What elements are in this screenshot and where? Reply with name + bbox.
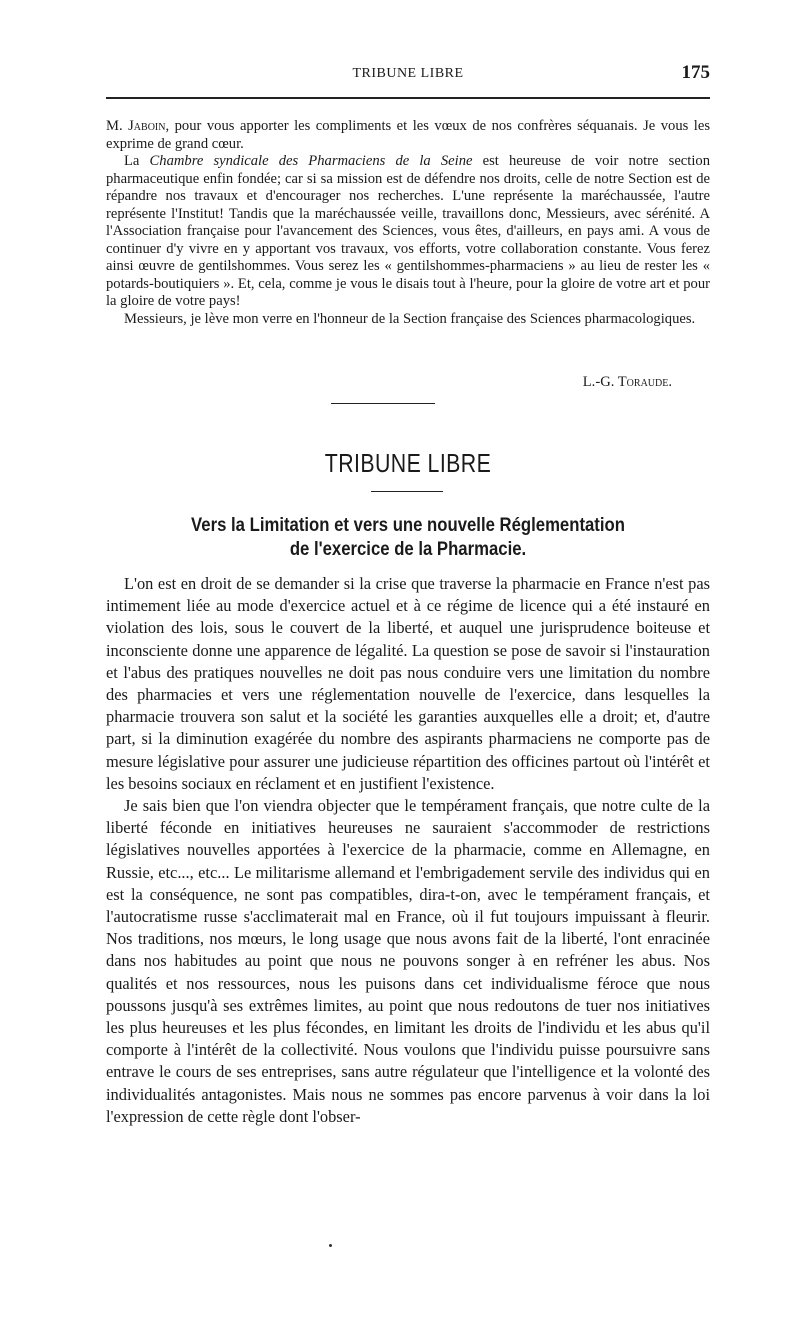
article-body — [106, 573, 710, 1128]
article-title — [142, 514, 674, 562]
previous-paragraph-3: Messieurs, je lève mon verre en l'honneur de la Section française des Sciences pharmacologiques. — [124, 310, 696, 327]
previous-paragraph-1-text: , pour vous apporter les compliments et les vœux de nos confrères séquanais. Je vous les exprime de grand cœur. — [106, 118, 711, 152]
previous-article-end — [106, 118, 710, 328]
article-title-line-2: de l'exercice de la Pharmacie. — [289, 539, 527, 560]
article-paragraph-2: Je sais bien que l'on viendra objecter que le tempérament français, que notre culte de la liberté féconde en initiatives heureuses ne sauraient s'accommoder de restrictions législatives nouvelles apportées à l'exercice de la pharmacie, comme en Allemagne, en Russie, etc..., etc... Le militarisme allemand et l'embrigadement servile des individus qui en est la conséquence, ne sont pas compatibles, dira-t-on, avec le tempérament français, et l'autocratisme russe s'acclimaterait mal en France, où il fut toujours impuissant à fleurir. Nos traditions, nos mœurs, le long usage que nous avons fait de la liberté, l'ont enracinée dans nos habitudes au point que nous ne pouvons songer à en refréner les abus. Nos qualités et nos ressources, nous les puisons dans cet individualisme féroce que nous poussons jusqu'à ses extrêmes limites, au point que nous redoutons de tuer nos initiatives les plus heureuses et les plus fécondes, en limitant les droits de l'individu et les abus qu'il comporte à l'intérêt de la collectivité. Nous voulons que l'individu puisse poursuivre sans entrave le cours de ses entreprises, sans autre régulateur que l'intelligence et la volonté des individualités antagonistes. Mais nous ne sommes pas encore parvenus à voir dans la loi l'expression de cette règle dont l'obser- — [106, 796, 710, 1126]
article-paragraph-1: L'on est en droit de se demander si la crise que traverse la pharmacie en France n'est pas intimement liée au mode d'exercice actuel et à ce régime de licence qui a été instauré en violation des lois, sous le couvert de la liberté, et auquel une jurisprudence boiteuse et inconsciente donne une apparence de légalité. La question se pose de savoir si l'instauration et l'abus des pratiques nouvelles ne doit pas nous conduire vers une limitation du nombre des pharmacies et vers une réglementation nouvelle de l'exercice, dans lesquelles la pharmacie trouvera son salut et la société les garanties auxquelles elle a droit; et, d'autre part, si la diminution exagérée du nombre des aspirants pharmaciens ne comporte pas de mesure législative pour assurer une judicieuse répartition des officines partout où l'intérêt et les besoins sociaux en réclament et en justifient l'existence. — [106, 574, 710, 793]
chambre-syndicale-italic: Chambre syndicale des Pharmaciens de la Seine — [149, 153, 473, 169]
header-rule — [106, 97, 710, 99]
previous-paragraph-2-lead: La — [124, 153, 150, 169]
running-head-title: TRIBUNE LIBRE — [352, 66, 464, 81]
section-title-underline — [371, 491, 443, 492]
separator-rule — [331, 403, 435, 404]
article-title-line-1: Vers la Limitation et vers une nouvelle Réglementation — [191, 515, 625, 536]
speaker-name: M. Jaboin — [106, 118, 166, 134]
previous-paragraph-1 — [106, 118, 710, 153]
footer-dot — [329, 1244, 332, 1247]
previous-paragraph-2-text: est heureuse de voir notre section pharmaceutique enfin fondée; car si sa mission est de défendre nos droits, celle de notre Section est de répandre nos travaux et d'encourager nos recherches. L'une représente la maréchaussée, l'autre représente l'Institut! Tandis que la maréchaussée veille, travaillons donc, Messieurs, avec sérénité. A l'Association française pour l'avancement des Sciences, vous êtes, d'ailleurs, en pays ami. A vous de continuer d'y vivre en y apportant vos travaux, vos efforts, votre collaboration constante. Vous ferez ainsi œuvre de gentilshommes. Vous serez les « gentilshommes-pharmaciens » au lieu de rester les « potards-boutiquiers ». Et, cela, comme je vous le disais tout à l'heure, pour la gloire de votre art et pour la gloire de votre pays! — [106, 153, 710, 309]
signature: L.-G. Toraude. — [582, 374, 672, 390]
page-number: 175 — [681, 62, 710, 83]
running-head — [106, 62, 710, 86]
previous-paragraph-2 — [106, 153, 710, 311]
section-title: TRIBUNE LIBRE — [324, 448, 492, 478]
